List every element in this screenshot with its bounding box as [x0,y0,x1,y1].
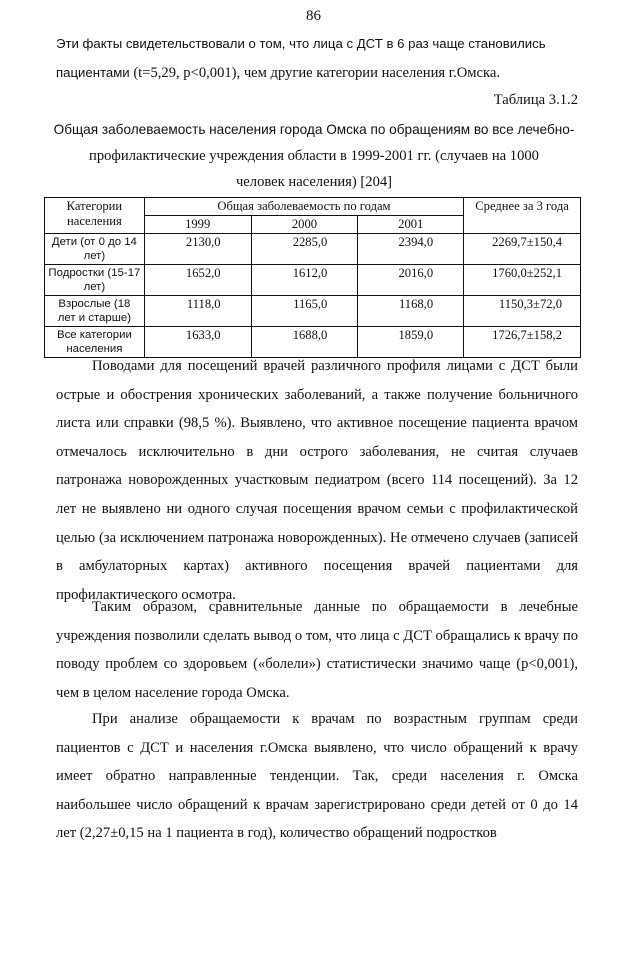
header-year-2000: 2000 [251,216,358,234]
header-category: Категории населения [45,198,145,234]
cell-1999: 2130,0 [144,234,251,265]
intro-line-2-lead: пациентами [56,64,130,80]
header-year-1999: 1999 [144,216,251,234]
cell-1999: 1633,0 [144,327,251,358]
intro-line-1: Эти факты свидетельствовали о том, что лица с ДСТ в 6 раз чаще становились [56,36,546,51]
row-category: Все категории населения [45,327,145,358]
row-category: Дети (от 0 до 14 лет) [45,234,145,265]
cell-2000: 1612,0 [251,265,358,296]
body-paragraph-2: Таким образом, сравнительные данные по обращаемости в лечебные учреждения позволили сделать вывод о том, что лица с ДСТ обращались к врачу по поводу проблем со здоровьем («болели») статистически значимо чаще (p<0,001), чем в целом население города Омска. [56,599,578,701]
table-row [45,234,581,265]
table-label: Таблица 3.1.2 [493,92,578,108]
cell-average: 1726,7±158,2 [464,327,581,358]
cell-2001: 2394,0 [358,234,464,265]
table-caption-line-2: профилактические учреждения области в 1999-2001 гг. (случаев на 1000 [89,148,539,164]
cell-2001: 2016,0 [358,265,464,296]
table-caption [44,117,584,195]
table-caption-line-3: человек населения) [204] [235,174,393,190]
table-header-row [45,198,581,216]
cell-average: 1150,3±72,0 [464,296,581,327]
cell-average: 2269,7±150,4 [464,234,581,265]
cell-1999: 1652,0 [144,265,251,296]
header-average: Среднее за 3 года [464,198,581,234]
cell-2001: 1168,0 [358,296,464,327]
cell-2000: 1165,0 [251,296,358,327]
header-year-2001: 2001 [358,216,464,234]
table-row [45,296,581,327]
cell-1999: 1118,0 [144,296,251,327]
row-category: Подростки (15-17 лет) [45,265,145,296]
morbidity-table [44,197,581,358]
table-caption-line-1: Общая заболеваемость населения города Омска по обращениям во все лечебно- [53,122,575,137]
body-paragraph-1: Поводами для посещений врачей различного профиля лицами с ДСТ были острые и обострения хронических заболеваний, а также получение больничного листа или справки (98,5 %). Выявлено, что активное посещение пациента врачом отмечалось исключительно в дни острого заболевания, не считая случаев патронажа новорожденных участковым педиатром (всего 114 посещений). За 12 лет не выявлено ни одного случая посещения врачом семьи с профилактической целью (за исключением патронажа новорожденных). Не отмечено случаев (записей в амбулаторных картах) активного посещения врачей пациентами для профилактического осмотра. [56,358,578,603]
intro-line-2-rest: (t=5,29, p<0,001), чем другие категории населения г.Омска. [129,64,500,81]
cell-2001: 1859,0 [358,327,464,358]
cell-average: 1760,0±252,1 [464,265,581,296]
header-years-group: Общая заболеваемость по годам [144,198,463,216]
page-number: 86 [306,8,321,24]
cell-2000: 1688,0 [251,327,358,358]
intro-paragraph [56,30,578,87]
intro-line-2 [56,59,578,88]
table-row [45,265,581,296]
row-category: Взрослые (18 лет и старше) [45,296,145,327]
cell-2000: 2285,0 [251,234,358,265]
body-paragraph-3: При анализе обращаемости к врачам по возрастным группам среди пациентов с ДСТ и населения г.Омска выявлено, что число обращений к врачу имеет обратно направленные тенденции. Так, среди населения г. Омска наибольшее число обращений к врачам зарегистрировано среди детей от 0 до 14 лет (2,27±0,15 на 1 пациента в год), количество обращений подростков [56,711,578,842]
